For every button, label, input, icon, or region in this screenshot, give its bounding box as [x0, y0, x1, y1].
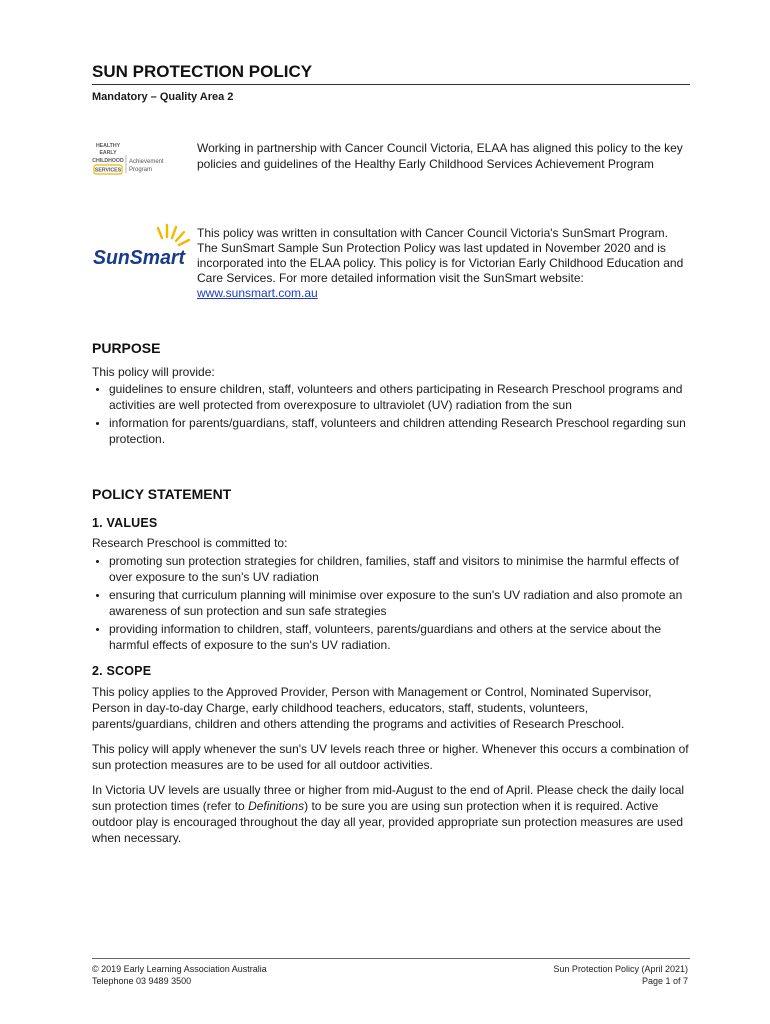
- scope-paragraph-3-text-b: ) to be sure you are using sun protection when it is required. Active outdoor play is encouraged throughout the day all year, provided appropriate sun protection measures are used when necessary.: [92, 799, 684, 845]
- policy-statement-heading: POLICY STATEMENT: [92, 486, 232, 502]
- scope-paragraph-1: This policy applies to the Approved Provider, Person with Management or Control, Nominated Supervisor, Person in day-to-day Charge, early childhood teachers, educators, staff, students, volunteers, parents/guardians, children and others attending the programs and activities of Research Preschool.: [92, 685, 652, 731]
- footer-telephone: Telephone 03 9489 3500: [92, 976, 192, 986]
- scope-paragraph-3-text-a: In Victoria UV levels are usually three or higher from mid-August to the end of April. Please check the daily local sun protection times (refer to: [92, 783, 685, 813]
- footer-doc-title: Sun Protection Policy (April 2021): [553, 964, 688, 974]
- values-item: • providing information to children, staff, volunteers, parents/guardians and others at the service about the harmful effects of exposure to the sun's UV radiation.: [109, 621, 690, 653]
- footer-left: [92, 963, 267, 987]
- intro-paragraph-1: Working in partnership with Cancer Council Victoria, ELAA has aligned this policy to the key policies and guidelines of the Healthy Early Childhood Services Achievement Program: [197, 141, 683, 171]
- values-heading: 1. VALUES: [92, 516, 158, 530]
- scope-paragraph-3: [92, 782, 690, 846]
- intro-paragraph-2: [197, 226, 687, 301]
- values-lead: Research Preschool is committed to:: [92, 536, 288, 550]
- purpose-section: [92, 340, 690, 449]
- values-item: • ensuring that curriculum planning will minimise over exposure to the sun's UV radiation and also promote an awareness of sun protection and sun safe strategies: [109, 587, 690, 619]
- purpose-list: [92, 381, 690, 447]
- sunsmart-logo: [92, 220, 192, 274]
- purpose-item: • guidelines to ensure children, staff, volunteers and others participating in Research Preschool programs and activities are well protected from overexposure to ultraviolet (UV) radiation from the sun: [109, 381, 690, 413]
- purpose-item: • information for parents/guardians, staff, volunteers and children attending Research Preschool regarding sun protection.: [109, 415, 690, 447]
- hecs-logo-achievement: Achievement: [129, 159, 164, 165]
- footer-right: [553, 963, 688, 987]
- hecs-logo: [92, 140, 192, 182]
- hecs-logo-program: Program: [129, 167, 153, 173]
- sunsmart-website-link[interactable]: www.sunsmart.com.au: [197, 286, 318, 300]
- scope-paragraph-2: This policy will apply whenever the sun's UV levels reach three or higher. Whenever this occurs a combination of sun protection measures are to be used for all outdoor activities.: [92, 742, 689, 772]
- policy-statement-section: [92, 486, 690, 846]
- footer-copyright: © 2019 Early Learning Association Australia: [92, 964, 267, 974]
- intro-paragraph-2-text: This policy was written in consultation with Cancer Council Victoria's SunSmart Program. The SunSmart Sample Sun Protection Policy was last updated in November 2020 and is incorporated into the ELAA policy. This policy is for Victorian Early Childhood Education and Care Services. For more detailed information visit the SunSmart website:: [197, 226, 684, 285]
- sunsmart-logo-text: SunSmart: [93, 247, 187, 269]
- page-subtitle: Mandatory – Quality Area 2: [92, 91, 234, 103]
- sun-rays-icon: [158, 225, 189, 245]
- definitions-reference: Definitions: [248, 799, 305, 813]
- hecs-logo-line2: EARLY: [99, 150, 117, 156]
- footer-divider: [92, 958, 690, 959]
- purpose-lead: This policy will provide:: [92, 365, 215, 379]
- footer-page-number: Page 1 of 7: [641, 976, 688, 986]
- hecs-logo-line1: HEALTHY: [95, 143, 121, 149]
- scope-heading: 2. SCOPE: [92, 664, 152, 678]
- hecs-logo-line4: SERVICES: [94, 167, 122, 174]
- hecs-logo-line3: CHILDHOOD: [92, 158, 124, 164]
- page-title: SUN PROTECTION POLICY: [92, 62, 690, 85]
- values-list: [92, 553, 690, 653]
- purpose-heading: PURPOSE: [92, 340, 161, 356]
- values-item: • promoting sun protection strategies for children, families, staff and visitors to minimise the harmful effects of over exposure to the sun's UV radiation: [109, 553, 690, 585]
